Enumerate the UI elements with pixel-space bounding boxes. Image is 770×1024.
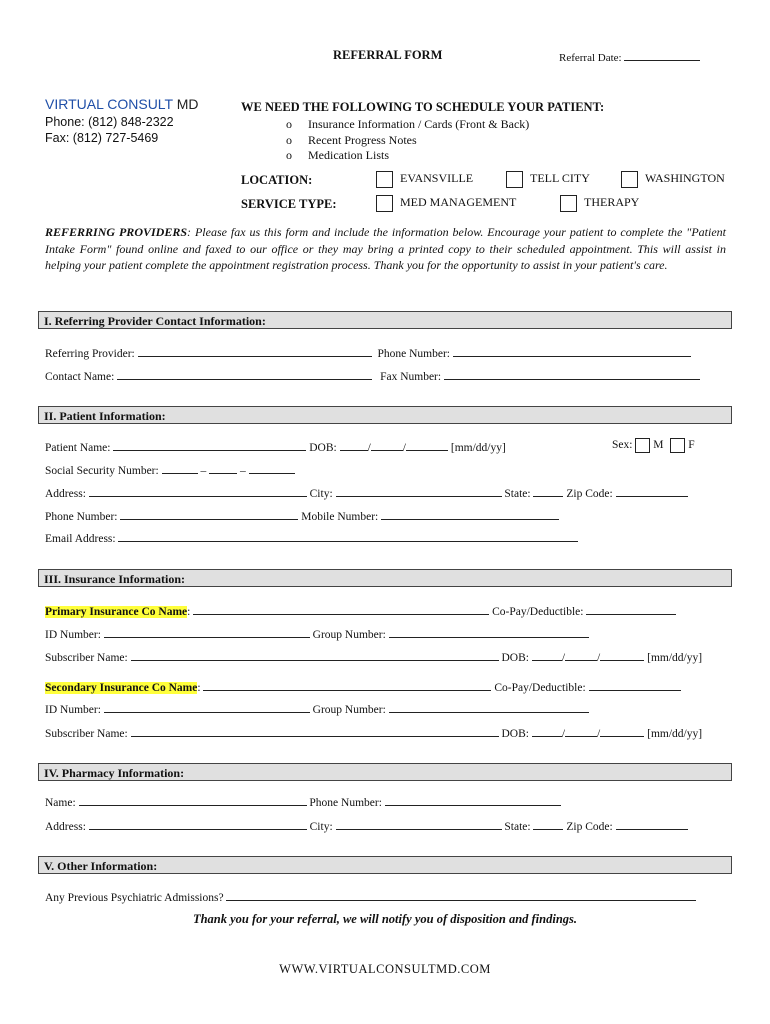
pharmacy-address-blank[interactable]	[89, 819, 307, 830]
primary-subscriber-blank[interactable]	[131, 650, 499, 661]
secondary-group-blank[interactable]	[389, 702, 589, 713]
pharmacy-state-blank[interactable]	[533, 819, 563, 830]
schedule-item: o Recent Progress Notes	[286, 132, 417, 147]
evansville-checkbox[interactable]	[376, 171, 393, 188]
service-therapy[interactable]: THERAPY	[560, 195, 639, 212]
referring-provider-blank[interactable]	[138, 346, 372, 357]
secondary-copay-blank[interactable]	[589, 680, 681, 691]
tell-city-checkbox[interactable]	[506, 171, 523, 188]
patient-email-blank[interactable]	[118, 531, 578, 542]
referring-provider-row: Referring Provider: Phone Number:	[45, 346, 691, 360]
referral-date-label: Referral Date:	[559, 52, 622, 64]
primary-id-row: ID Number: Group Number:	[45, 627, 589, 641]
washington-checkbox[interactable]	[621, 171, 638, 188]
service-med-management[interactable]: MED MANAGEMENT	[376, 195, 516, 212]
referral-date-field[interactable]	[559, 50, 700, 64]
secondary-subscriber-blank[interactable]	[131, 726, 499, 737]
instructions-paragraph	[45, 224, 726, 274]
contact-name-row: Contact Name: Fax Number:	[45, 369, 700, 383]
secondary-dob-day[interactable]	[565, 726, 597, 737]
med-management-checkbox[interactable]	[376, 195, 393, 212]
patient-email-row: Email Address:	[45, 531, 578, 545]
secondary-subscriber-row: Subscriber Name: DOB: / / [mm/dd/yy]	[45, 728, 703, 740]
company-fax: Fax: (812) 727-5469	[45, 131, 159, 145]
ssn-part2-blank[interactable]	[209, 463, 237, 474]
provider-phone-blank[interactable]	[453, 346, 691, 357]
company-name-blue: VIRTUAL CONSULT	[45, 96, 173, 112]
section-pharmacy-info: IV. Pharmacy Information:	[38, 763, 732, 781]
company-phone: Phone: (812) 848-2322	[45, 115, 174, 129]
ssn-row: Social Security Number: – –	[45, 463, 295, 477]
primary-id-blank[interactable]	[104, 627, 310, 638]
pharmacy-city-blank[interactable]	[336, 819, 502, 830]
instructions-lead: REFERRING PROVIDERS	[45, 225, 188, 239]
section-patient-info: II. Patient Information:	[38, 406, 732, 424]
schedule-item: o Insurance Information / Cards (Front & Back)	[286, 117, 530, 131]
patient-phone-row: Phone Number: Mobile Number:	[45, 509, 559, 523]
secondary-dob-year[interactable]	[600, 726, 644, 737]
ssn-part1-blank[interactable]	[162, 463, 198, 474]
primary-copay-blank[interactable]	[586, 604, 676, 615]
pharmacy-phone-blank[interactable]	[385, 795, 561, 806]
secondary-insurance-blank[interactable]	[203, 680, 491, 691]
section-insurance-info: III. Insurance Information:	[38, 569, 732, 587]
thank-you-note: Thank you for your referral, we will notify you of disposition and findings.	[192, 912, 578, 926]
patient-name-row: Patient Name: DOB: / / [mm/dd/yy]	[45, 442, 506, 454]
psych-admissions-row: Any Previous Psychiatric Admissions?	[45, 890, 696, 904]
instructions-text: : Please fax us this form and include the information below. Encourage your patient to complete the "Patient Intake Form" found online and faxed to our office or they may bring a printed copy to their scheduled appointment. This will assist in helping your patient complete the appointment registration process. Thank you for the opportunity to assist in your patient's care.	[45, 225, 727, 272]
primary-dob-year[interactable]	[600, 650, 644, 661]
patient-name-blank[interactable]	[113, 440, 306, 451]
company-name	[45, 96, 199, 112]
bullet: o	[286, 132, 292, 147]
patient-address-blank[interactable]	[89, 486, 307, 497]
primary-dob-day[interactable]	[565, 650, 597, 661]
primary-dob-month[interactable]	[532, 650, 562, 661]
secondary-id-row: ID Number: Group Number:	[45, 702, 589, 716]
service-label: SERVICE TYPE:	[241, 197, 337, 211]
secondary-dob-month[interactable]	[532, 726, 562, 737]
website-link[interactable]: WWW.VIRTUALCONSULTMD.COM	[279, 962, 491, 976]
schedule-list	[286, 117, 529, 164]
section-referring-provider: I. Referring Provider Contact Information:	[38, 311, 732, 329]
location-washington[interactable]: WASHINGTON	[621, 171, 725, 188]
sex-male-checkbox[interactable]	[635, 438, 650, 453]
schedule-item: o Medication Lists	[286, 148, 389, 162]
patient-address-row: Address: City: State: Zip Code:	[45, 486, 688, 500]
sex-female-checkbox[interactable]	[670, 438, 685, 453]
primary-group-blank[interactable]	[389, 627, 589, 638]
therapy-checkbox[interactable]	[560, 195, 577, 212]
referral-date-blank[interactable]	[624, 50, 700, 61]
pharmacy-address-row: Address: City: State: Zip Code:	[45, 819, 688, 833]
form-title: REFERRAL FORM	[333, 48, 443, 62]
location-label: LOCATION:	[241, 173, 313, 187]
secondary-id-blank[interactable]	[104, 702, 310, 713]
company-name-md: MD	[176, 96, 199, 112]
patient-phone-blank[interactable]	[120, 509, 298, 520]
sex-field: Sex: M F	[612, 439, 695, 452]
dob-month-blank[interactable]	[340, 440, 368, 451]
patient-city-blank[interactable]	[336, 486, 502, 497]
schedule-heading: WE NEED THE FOLLOWING TO SCHEDULE YOUR PATIENT:	[241, 100, 605, 114]
pharmacy-zip-blank[interactable]	[616, 819, 688, 830]
fax-number-blank[interactable]	[444, 369, 700, 380]
primary-insurance-row: Primary Insurance Co Name: Co-Pay/Deductible:	[45, 604, 676, 618]
bullet: o	[286, 117, 292, 131]
dob-year-blank[interactable]	[406, 440, 448, 451]
secondary-insurance-label: Secondary Insurance Co Name	[45, 682, 198, 694]
patient-zip-blank[interactable]	[616, 486, 688, 497]
patient-state-blank[interactable]	[533, 486, 563, 497]
patient-mobile-blank[interactable]	[381, 509, 559, 520]
primary-insurance-label: Primary Insurance Co Name	[45, 606, 188, 618]
ssn-part3-blank[interactable]	[249, 463, 295, 474]
location-tell-city[interactable]: TELL CITY	[506, 171, 590, 188]
primary-subscriber-row: Subscriber Name: DOB: / / [mm/dd/yy]	[45, 652, 703, 664]
section-other-info: V. Other Information:	[38, 856, 732, 874]
dob-day-blank[interactable]	[371, 440, 403, 451]
contact-name-blank[interactable]	[117, 369, 372, 380]
location-evansville[interactable]: EVANSVILLE	[376, 171, 473, 188]
primary-insurance-blank[interactable]	[193, 604, 489, 615]
bullet: o	[286, 148, 292, 162]
pharmacy-name-blank[interactable]	[79, 795, 307, 806]
secondary-insurance-row: Secondary Insurance Co Name: Co-Pay/Deductible:	[45, 680, 681, 694]
pharmacy-name-row: Name: Phone Number:	[45, 795, 561, 809]
psych-admissions-blank[interactable]	[226, 890, 696, 901]
